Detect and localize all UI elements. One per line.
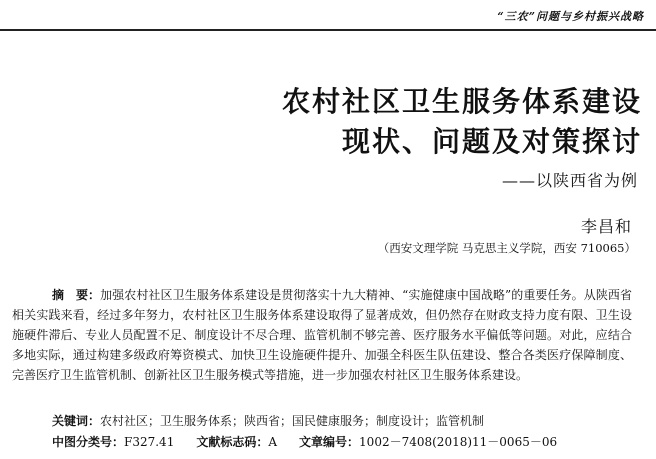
article-no-label: 文章编号：	[299, 435, 360, 449]
abstract-text: 加强农村社区卫生服务体系建设是贯彻落实十九大精神、“实施健康中国战略”的重要任务。从陕西省相关实践来看，经过多年努力，农村社区卫生服务体系建设取得了显著成效，但仍然存在财政支持力度有限、卫生设施硬件滞后、专业人员配置不足、制度设计不尽合理、监管机制不够完善、医疗服务水平偏低等问题。对此，应结合多地实际，通过构建多级政府筹资模式、加快卫生设施硬件提升、加强全科医生队伍建设、整合各类医疗保障制度、完善医疗卫生监管机制、创新社区卫生服务模式等措施，进一步加强农村社区卫生服务体系建设。	[12, 288, 632, 382]
abstract-label: 摘 要：	[52, 288, 101, 302]
header-rule	[0, 29, 656, 31]
article-no-value: 1002－7408(2018)11－0065－06	[359, 435, 558, 449]
author-name: 李昌和	[580, 217, 632, 236]
keywords-text: 农村社区；卫生服务体系；陕西省；国民健康服务；制度设计；监管机制	[100, 414, 485, 428]
journal-column-header: “三农”问题与乡村振兴战略	[497, 10, 644, 23]
abstract	[12, 285, 632, 385]
article-subtitle: ——以陕西省为例	[501, 171, 638, 190]
clc-label: 中图分类号：	[52, 435, 125, 449]
author-affiliation: （西安文理学院 马克思主义学院，西安 710065）	[377, 241, 636, 255]
doc-code-label: 文献标志码：	[196, 435, 269, 449]
article-title-line2: 现状、问题及对策探讨	[341, 125, 642, 158]
article-title-line1: 农村社区卫生服务体系建设	[281, 85, 642, 118]
clc-value: F327.41	[124, 435, 175, 449]
keywords-label: 关键词：	[52, 414, 101, 428]
doc-code-value: A	[268, 435, 278, 449]
keywords-line	[12, 412, 632, 429]
classification-line	[12, 433, 632, 450]
